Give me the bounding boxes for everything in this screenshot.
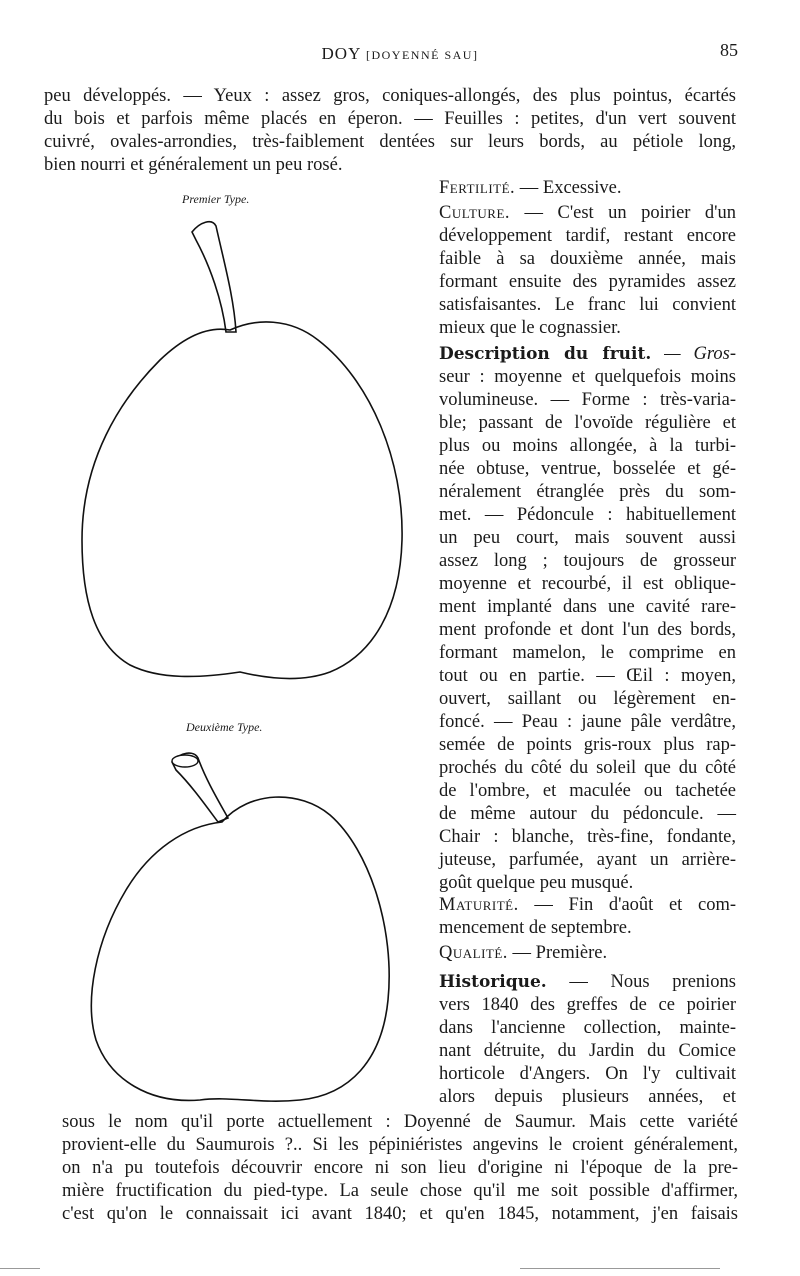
column-line: prochés du côté du soleil que du côté [439, 758, 736, 778]
label-maturite: Maturité. [439, 895, 519, 915]
column-line: née obtuse, ventrue, bosselée et gé- [439, 459, 736, 479]
column-line-maturite [439, 893, 736, 917]
column-line: foncé. — Peau : jaune pâle verdâtre, [439, 712, 736, 732]
figure-caption-second: Deuxième Type. [186, 720, 263, 734]
text-fertilite: — Excessive. [515, 178, 622, 198]
body-line: peu développés. — Yeux : assez gros, coniques-allongés, des plus pointus, écartés [44, 86, 736, 106]
column-line: Chair : blanche, très-fine, fondante, [439, 827, 736, 847]
label-qualite: Qualité. [439, 943, 508, 963]
column-line: semée de points gris-roux plus rap- [439, 735, 736, 755]
scan-edge-mark [520, 1268, 720, 1269]
column-line: ouvert, saillant ou légèrement en- [439, 689, 736, 709]
column-line: un peu court, mais souvent aussi [439, 528, 736, 548]
column-line: formant ensuite des pyramides assez [439, 272, 736, 292]
column-line: vers 1840 des greffes de ce poirier [439, 995, 736, 1015]
column-line-qualite [439, 941, 736, 965]
text-maturite: — Fin d'août et com- [518, 895, 736, 915]
column-line: assez long ; toujours de grosseur [439, 551, 736, 571]
body-line: du bois et parfois même placés en éperon. — Feuilles : petites, d'un vert souvent [44, 109, 736, 129]
label-culture: Culture. [439, 203, 511, 223]
column-line: de même autour du pédoncule. — [439, 804, 736, 824]
column-line: alors depuis plusieurs années, et [439, 1087, 736, 1107]
column-line: tout ou en partie. — Œil : moyen, [439, 666, 736, 686]
column-line: de l'ombre, et maculée ou tachetée [439, 781, 736, 801]
column-line: horticole d'Angers. On l'y cultivait [439, 1064, 736, 1084]
column-line: dans l'ancienne collection, mainte- [439, 1018, 736, 1038]
column-line: met. — Pédoncule : habituellement [439, 505, 736, 525]
column-line: néralement étranglée près du som- [439, 482, 736, 502]
column-line-fertilite [439, 176, 736, 200]
column-line: plus ou moins allongée, à la turbi- [439, 436, 736, 456]
text-culture: — C'est un poirier d'un [510, 203, 736, 223]
label-description: Description du fruit. [439, 344, 652, 364]
text-description: — Gros- [651, 344, 737, 364]
column-line: seur : moyenne et quelquefois moins [439, 367, 736, 387]
column-line: mencement de septembre. [439, 918, 632, 938]
column-line-culture [439, 201, 736, 225]
column-line-historique [439, 970, 736, 994]
column-line: volumineuse. — Forme : très-varia- [439, 390, 736, 410]
figure-caption-first: Premier Type. [182, 192, 250, 206]
column-line: moyenne et recourbé, il est oblique- [439, 574, 736, 594]
text-qualite: — Première. [507, 943, 608, 963]
label-historique: Historique. [439, 972, 547, 992]
column-line: satisfaisantes. Le franc lui convient [439, 295, 736, 315]
body-line: mière fructification du pied-type. La seule chose qu'il me soit possible d'affirmer, [62, 1181, 738, 1201]
column-line: nant détruite, du Jardin du Comice [439, 1041, 736, 1061]
body-line: sous le nom qu'il porte actuellement : Doyenné de Saumur. Mais cette variété [62, 1112, 738, 1132]
body-line: on n'a pu toutefois découvrir encore ni son lieu d'origine ni l'époque de la pre- [62, 1158, 738, 1178]
column-line: faible à sa douxième année, mais [439, 249, 736, 269]
text-historique: — Nous prenions [546, 972, 736, 992]
body-line: provient-elle du Saumurois ?.. Si les pépiniéristes angevins le croient généralement, [62, 1135, 738, 1155]
column-line: ble; passant de l'ovoïde régulière et [439, 413, 736, 433]
column-line-description [439, 342, 736, 366]
column-line: ment implanté dans une cavité rare- [439, 597, 736, 617]
column-line: formant mamelon, le comprime en [439, 643, 736, 663]
column-line: développement tardif, restant encore [439, 226, 736, 246]
column-line: mieux que le cognassier. [439, 318, 621, 338]
body-line: cuivré, ovales-arrondies, très-faiblement dentées sur leurs bords, au pétiole long, [44, 132, 736, 152]
header-subtitle: [DOYENNÉ SAU] [365, 48, 479, 62]
column-line: ment profonde et dont l'un des bords, [439, 620, 736, 640]
column-line: goût quelque peu musqué. [439, 873, 634, 893]
scan-edge-mark [0, 1268, 40, 1269]
header-title: DOY [321, 44, 361, 63]
column-line: juteuse, parfumée, ayant un arrière- [439, 850, 736, 870]
body-line: c'est qu'on le connaissait ici avant 1840; et qu'en 1845, notamment, j'en faisais [62, 1204, 738, 1224]
label-fertilite: Fertilité. [439, 178, 516, 198]
body-line: bien nourri et généralement un peu rosé. [44, 155, 343, 175]
page-number: 85 [720, 40, 738, 60]
